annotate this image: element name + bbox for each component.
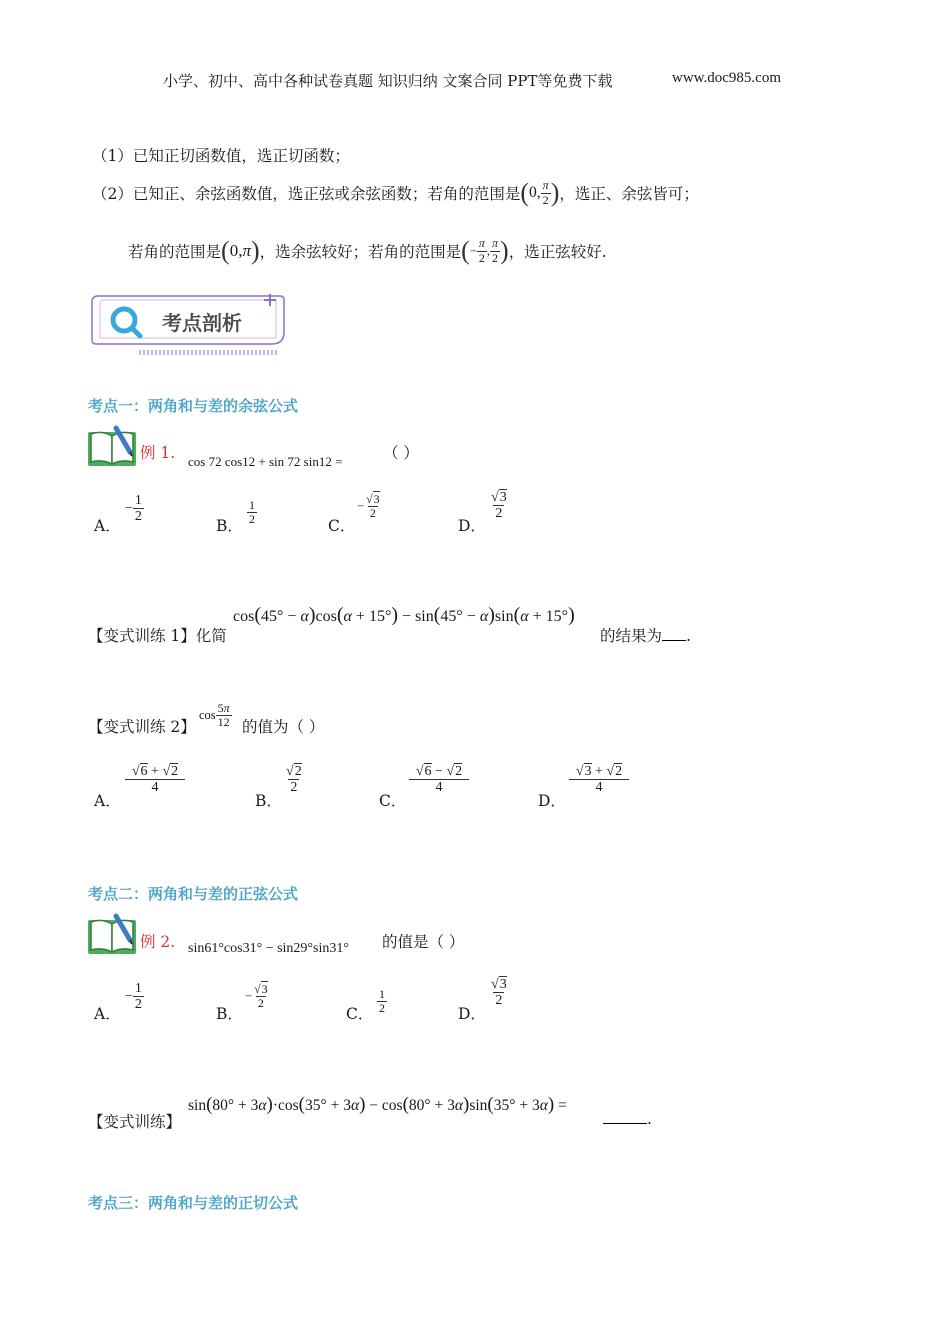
ex2-option-a-label: A．	[94, 1005, 121, 1023]
pi: π	[242, 241, 251, 260]
ex1-option-c-value: − $\frac{√3}{2}$	[357, 492, 380, 521]
header-text: 小学、初中、高中各种试卷真题 知识归纳 文案合同 PPT等免费下载	[163, 72, 613, 90]
note-3-text-b: ，选余弦较好；若角的范围是	[259, 243, 462, 261]
ex1-option-b-label: B．	[216, 517, 243, 535]
note-2-text-b: ，选正、余弦皆可；	[559, 185, 699, 203]
v2-option-d-label: D．	[538, 792, 566, 810]
example1-paren: （ ）	[383, 444, 419, 462]
variant1-expr: cos(45° − α)cos(α + 15°) − sin(45° − α)sin(α + 15°)	[233, 604, 575, 626]
pi-over-2: $\frac{\pi}{2}$	[492, 236, 499, 265]
answer-blank	[603, 1123, 647, 1124]
pi-over-2: $\frac{\pi}{2}$	[542, 178, 549, 207]
ex2-option-c-value: $\frac{1}{2}$	[379, 987, 385, 1016]
close-paren: )	[250, 236, 260, 265]
open-paren: (	[461, 236, 470, 265]
ex2-option-c-label: C．	[346, 1005, 374, 1023]
book-icon	[86, 912, 140, 962]
ex2-option-d-label: D．	[458, 1005, 486, 1023]
minus: −	[469, 243, 477, 258]
neg-pi-over-2: $\frac{\pi}{2}$	[478, 236, 485, 265]
example2-label: 例 2.	[140, 933, 176, 951]
note-2	[92, 178, 699, 208]
answer-blank	[662, 640, 686, 641]
close-paren: )	[550, 178, 560, 207]
note-3-text-c: ，选正弦较好.	[508, 243, 607, 261]
variant-s2-expr: sin(80° + 3α)·cos(35° + 3α) − cos(80° + 3α)sin(35° + 3α) =	[188, 1094, 567, 1115]
note-3	[128, 236, 607, 266]
v2-option-a-value: $\frac{√6 + √2}{4}$	[125, 764, 185, 796]
ex1-option-c-label: C．	[328, 517, 356, 535]
variant2-label: 【变式训练 2】	[88, 718, 196, 736]
open-paren: (	[221, 236, 230, 265]
v2-option-a-label: A．	[94, 792, 121, 810]
section3-title: 考点三：两角和与差的正切公式	[88, 1194, 299, 1212]
close-paren: )	[500, 236, 509, 265]
ex1-option-b-value: $\frac{1}{2}$	[249, 498, 255, 527]
ex1-option-a-label: A．	[94, 517, 121, 535]
example2-expr: sin61°cos31° − sin29°sin31°	[188, 941, 349, 956]
v2-option-d-value: $\frac{√3 + √2}{4}$	[569, 764, 629, 796]
ex2-option-b-label: B．	[216, 1005, 243, 1023]
ex2-option-a-value: − $\frac{1}{2}$	[125, 981, 142, 1013]
banner-title: 考点剖析	[162, 311, 242, 335]
example2-tail: 的值是（ ）	[382, 933, 465, 951]
section2-title: 考点二：两角和与差的正弦公式	[88, 885, 299, 903]
example1-label: 例 1.	[140, 444, 176, 462]
note-2-text-a: （2）已知正、余弦函数值，选正弦或余弦函数；若角的范围是	[92, 185, 521, 203]
section1-title: 考点一：两角和与差的余弦公式	[88, 397, 299, 415]
ex1-option-a-value: − $\frac{1}{2}$	[125, 493, 142, 525]
zero: 0,	[529, 184, 541, 201]
variant2-expr: cos $\frac{5\pi}{12}$	[199, 701, 230, 730]
v2-option-c-label: C．	[379, 792, 407, 810]
banner	[88, 292, 288, 356]
note-1: （1）已知正切函数值，选正切函数；	[92, 147, 350, 165]
ex1-option-d-value: $\frac{√3}{2}$	[491, 490, 507, 522]
variant-s2-label: 【变式训练】	[88, 1113, 182, 1131]
variant1-label: 【变式训练 1】化简	[88, 627, 227, 645]
header-site: www.doc985.com	[672, 70, 782, 86]
variant1-tail: 的结果为 .	[600, 627, 691, 645]
note-3-text-a: 若角的范围是	[128, 243, 222, 261]
variant-s2-blank: .	[603, 1110, 652, 1128]
ex2-option-d-value: $\frac{√3}{2}$	[491, 977, 507, 1009]
variant2-tail: 的值为（ ）	[242, 718, 325, 736]
variant1-tail-text: 的结果为	[600, 627, 663, 645]
ex1-option-d-label: D．	[458, 517, 486, 535]
ex2-option-b-value: − $\frac{√3}{2}$	[245, 982, 268, 1011]
v2-option-b-value: $\frac{√2}{2}$	[286, 764, 302, 796]
zero-pi: 0,	[229, 241, 243, 260]
note-2-interval: (	[520, 178, 530, 207]
v2-option-b-label: B．	[255, 792, 282, 810]
v2-option-c-value: $\frac{√6 - √2}{4}$	[409, 764, 469, 796]
comma: ,	[486, 243, 491, 258]
example1-expr: cos 72 cos12 + sin 72 sin12 =	[188, 454, 343, 469]
book-icon	[86, 424, 140, 474]
